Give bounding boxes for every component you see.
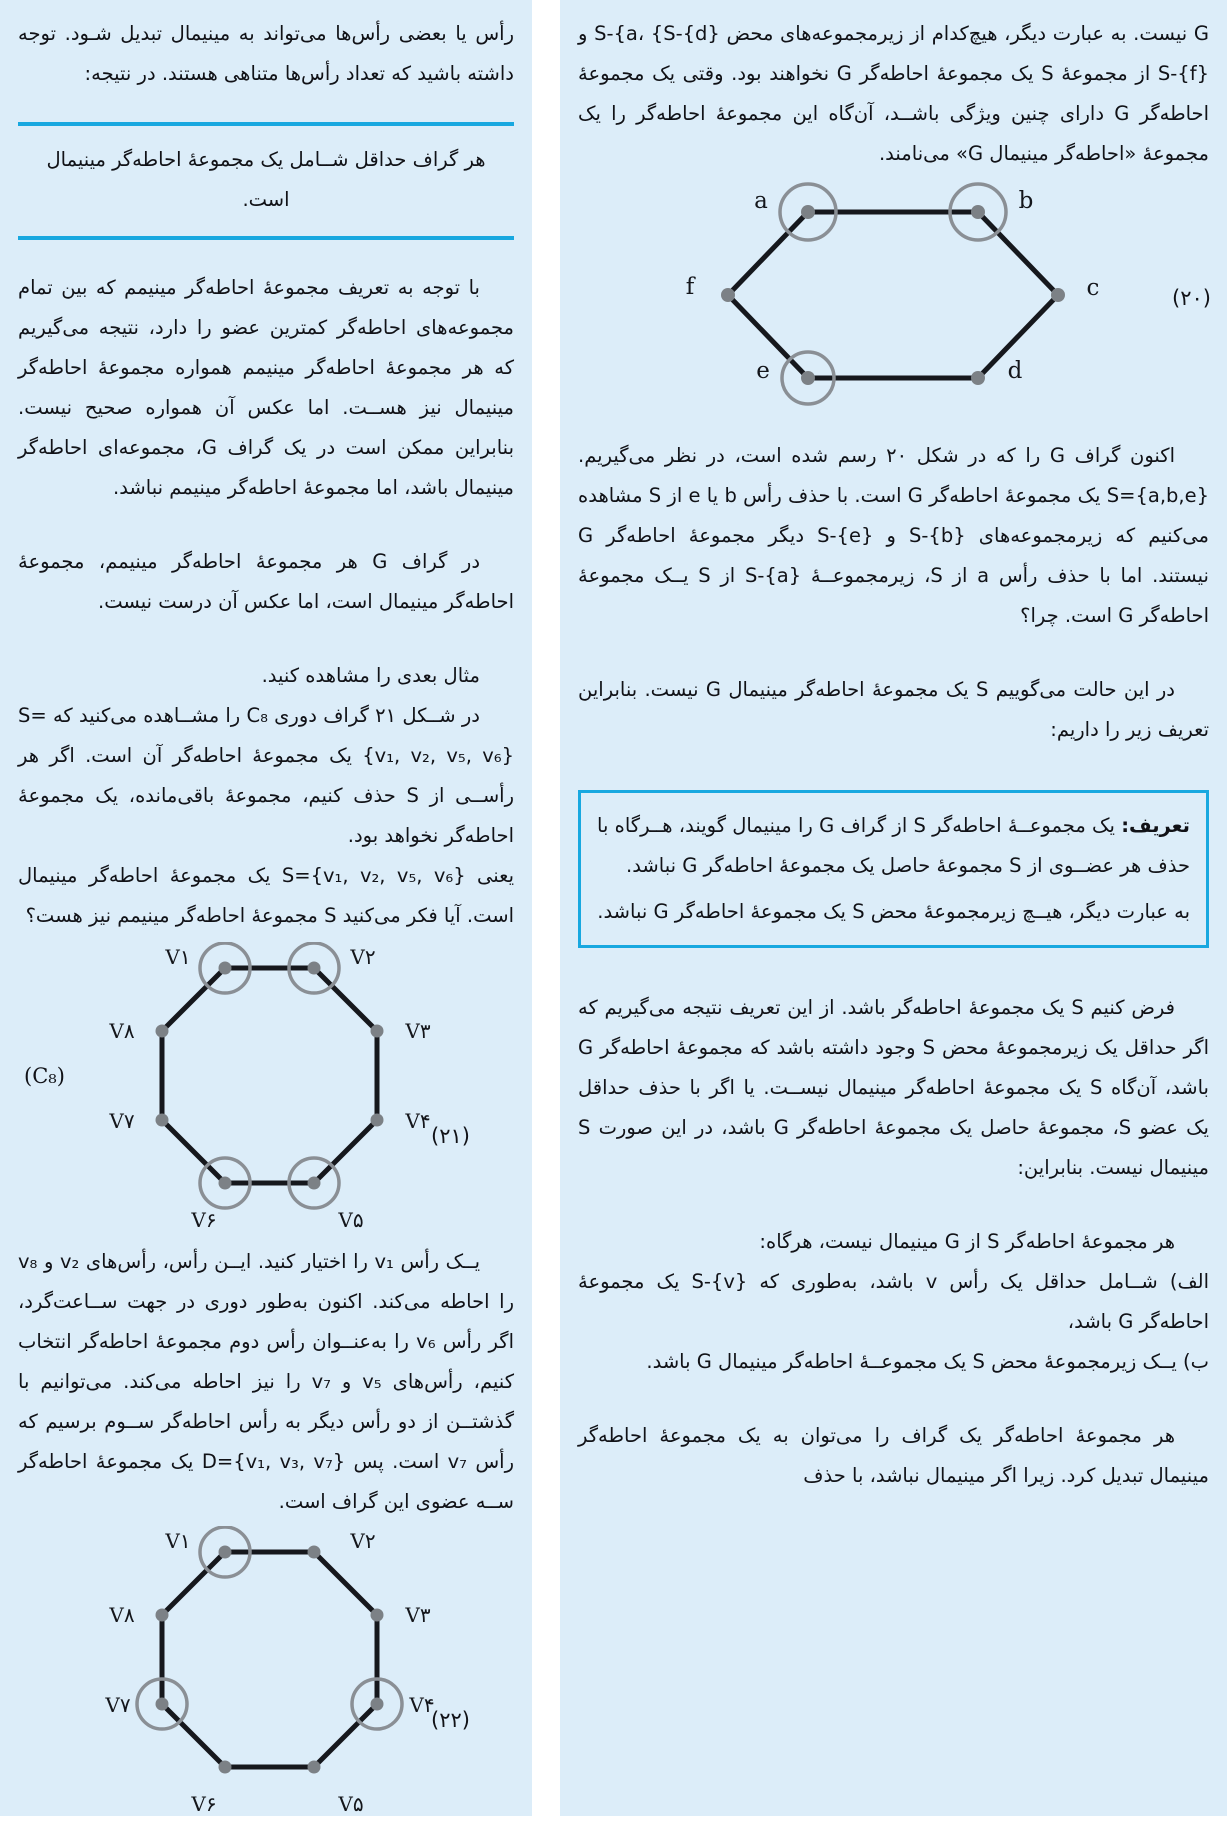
figure-22 [18, 1526, 514, 1826]
fig22-label-v4: V۴ [409, 1693, 435, 1717]
fig22-vertices [156, 1546, 384, 1774]
fig21-label-v3: V۳ [405, 1019, 431, 1043]
theorem-text: هر گراف حداقل شــامل یک مجموعهٔ احاطه‌گر مینیمال است. [46, 148, 486, 211]
fig22-highlight-circles [137, 1527, 402, 1729]
right-para-4b: الف) شــامل حداقل یک رأس v باشد، به‌طوری که {S-{v یک مجموعهٔ احاطه‌گر G باشد، [578, 1270, 1209, 1333]
right-para-1: اکنون گراف G را که در شکل ۲۰ رسم شده است، در نظر می‌گیریم. {S={a,b,e یک مجموعهٔ احاطه‌گر G است. با حذف رأس b یا e از S مشاهده می‌کنیم که زیرمجموعه‌های {S-{b و {S-{e دیگر مجموعهٔ احاطه‌گر G نیستند. اما با حذف رأس a از S، زیرمجموعــهٔ {S-{a از S یــک مجموعهٔ احاطه‌گر G است. چرا؟ [578, 444, 1210, 627]
fig21-label-v8: V۸ [109, 1019, 135, 1043]
fig22-label-v6: V۶ [191, 1792, 217, 1816]
fig21-edges [162, 968, 377, 1183]
fig20-edges [728, 212, 1058, 378]
right-para-4c: ب) یــک زیرمجموعهٔ محض S یک مجموعــهٔ احاطه‌گر مینیمال G باشد. [646, 1350, 1209, 1373]
fig22-label-v8: V۸ [109, 1603, 135, 1627]
fig20-highlight-circles [780, 184, 1006, 404]
figure-22-svg [18, 1526, 514, 1826]
right-para-5: هر مجموعهٔ احاطه‌گر یک گراف را می‌توان به یک مجموعهٔ احاطه‌گر مینیمال تبدیل کرد. زیرا اگر مینیمال نباشد، با حذف [578, 1424, 1209, 1487]
right-para-4a: هر مجموعهٔ احاطه‌گر S از G مینیمال نیست، هرگاه: [759, 1230, 1175, 1253]
fig21-label-v6: V۶ [191, 1208, 217, 1232]
left-column [0, 0, 532, 1816]
fig21-label-v2: V۲ [350, 945, 376, 969]
fig21-highlight-circles [200, 943, 339, 1208]
fig20-label-e: e [756, 358, 770, 384]
figure-21-number: (۲۱) [431, 1124, 470, 1148]
fig21-label-v5: V۵ [338, 1208, 364, 1232]
fig20-label-c: c [1086, 275, 1100, 301]
fig21-label-v7: V۷ [109, 1109, 135, 1133]
fig22-edges [162, 1552, 377, 1767]
fig20-label-b: b [1018, 188, 1034, 214]
left-para-2: در گراف G هر مجموعهٔ احاطه‌گر مینیمم، مجموعهٔ احاطه‌گر مینیمال است، اما عکس آن درست نیست. [18, 550, 514, 613]
fig20-label-f: f [685, 274, 695, 300]
column-gutter [532, 0, 560, 1816]
left-para-top: رأس یا بعضی رأس‌ها می‌تواند به مینیمال تبدیل شـود. توجه داشته باشید که تعداد رأس‌ها متناهی هستند. در نتیجه: [18, 22, 514, 85]
definition-line-1 [597, 806, 1190, 886]
definition-line-2: به عبارت دیگر، هیــچ زیرمجموعهٔ محض S یک مجموعهٔ احاطه‌گر G نباشد. [597, 900, 1190, 923]
theorem-callout [18, 122, 514, 240]
right-para-top: G نیست. به عبارت دیگر، هیچ‌کدام از زیرمجموعه‌های محض {S-{a، {S-{d و {S-{f از مجموعهٔ S یک مجموعهٔ احاطه‌گر G نخواهند بود. وقتی یک مجموعهٔ احاطه‌گر G دارای چنین ویژگی باشــد، آن‌گاه این مجموعهٔ احاطه‌گر را یک مجموعهٔ «احاطه‌گر مینیمال G» می‌نامند. [578, 22, 1209, 165]
left-para-1: با توجه به تعریف مجموعهٔ احاطه‌گر مینیمم که بین تمام مجموعه‌های احاطه‌گر کمترین عضو را دارد، نتیجه می‌گیریم که هر مجموعهٔ احاطه‌گر مینیمم همواره مجموعهٔ احاطه‌گر مینیمال نیز هســت. اما عکس آن همواره صحیح نیست. بنابراین ممکن است در یک گراف G، مجموعه‌ای احاطه‌گر مینیمال باشد، اما مجموعهٔ احاطه‌گر مینیمم نباشد. [18, 276, 514, 499]
definition-callout [578, 790, 1209, 948]
fig21-label-v4: V۴ [405, 1109, 431, 1133]
definition-lead: تعریف: [1121, 814, 1190, 837]
fig22-label-v2: V۲ [350, 1529, 376, 1553]
left-para-3: مثال بعدی را مشاهده کنید. [261, 664, 480, 687]
right-para-2: در این حالت می‌گوییم S یک مجموعهٔ احاطه‌گر مینیمال G نیست. بنابراین تعریف زیر را داریم: [578, 678, 1209, 741]
figure-21-caption: (C₈) [24, 1064, 65, 1088]
figure-21-svg [18, 942, 514, 1242]
right-para-3: فرض کنیم S یک مجموعهٔ احاطه‌گر باشد. از این تعریف نتیجه می‌گیریم که اگر حداقل یک زیرمجموعهٔ محض S وجود داشته باشد که مجموعهٔ احاطه‌گر G باشد، آن‌گاه S یک مجموعهٔ احاطه‌گر مینیمال نیســت. یا اگر با حذف حداقل یک عضو S، مجموعهٔ حاصل یک مجموعهٔ احاطه‌گر G باشد، در این صورت S مینیمال نیست. بنابراین: [578, 996, 1209, 1179]
left-para-6: یــک رأس v₁ را اختیار کنید. ایــن رأس، رأس‌های v₂ و v₈ را احاطه می‌کند. اکنون به‌طور دوری در جهت ســاعت‌گرد، اگر رأس v₆ را به‌عنــوان رأس دوم مجموعهٔ احاطه‌گر انتخاب کنیم، رأس‌های v₅ و v₇ را نیز احاطه می‌کند. می‌توانیم با گذشتــن از دو رأس دیگر به رأس احاطه‌گر ســوم برسیم که رأس v₇ است. پس D={v₁, v₃, v₇} یک مجموعهٔ احاطه‌گر ســه عضوی این گراف است. [18, 1250, 514, 1513]
fig21-vertices [156, 962, 384, 1190]
figure-20-svg [578, 182, 1209, 414]
fig22-label-v7: V۷ [105, 1693, 131, 1717]
figure-22-number: (۲۲) [431, 1708, 470, 1732]
fig22-label-v3: V۳ [405, 1603, 431, 1627]
figure-21 [18, 942, 514, 1242]
definition-body-1: یک مجموعــهٔ احاطه‌گر S از گراف G را مینیمال گویند، هــرگاه با حذف هر عضــوی از S مجموعهٔ حاصل یک مجموعهٔ احاطه‌گر G نباشد. [597, 814, 1190, 877]
fig22-label-v5: V۵ [338, 1792, 364, 1816]
fig22-label-v1: V۱ [165, 1529, 191, 1553]
left-para-4: در شــکل ۲۱ گراف دوری C₈ را مشــاهده می‌کنید که S={v₁, v₂, v₅, v₆} یک مجموعهٔ احاطه‌گر آن است. اگر هر رأســی از S حذف کنیم، مجموعهٔ باقی‌مانده، یک مجموعهٔ احاطه‌گر نخواهد بود. [18, 704, 515, 847]
fig20-label-d: d [1007, 358, 1023, 384]
figure-20 [578, 182, 1209, 414]
fig20-label-a: a [754, 188, 768, 214]
fig21-label-v1: V۱ [165, 945, 191, 969]
left-para-5: یعنی S={v₁, v₂, v₅, v₆} یک مجموعهٔ احاطه‌گر مینیمال است. آیا فکر می‌کنید S مجموعهٔ احاطه‌گر مینیمم نیز هست؟ [18, 864, 515, 927]
right-column [560, 0, 1227, 1816]
figure-20-number: (۲۰) [1172, 286, 1211, 310]
